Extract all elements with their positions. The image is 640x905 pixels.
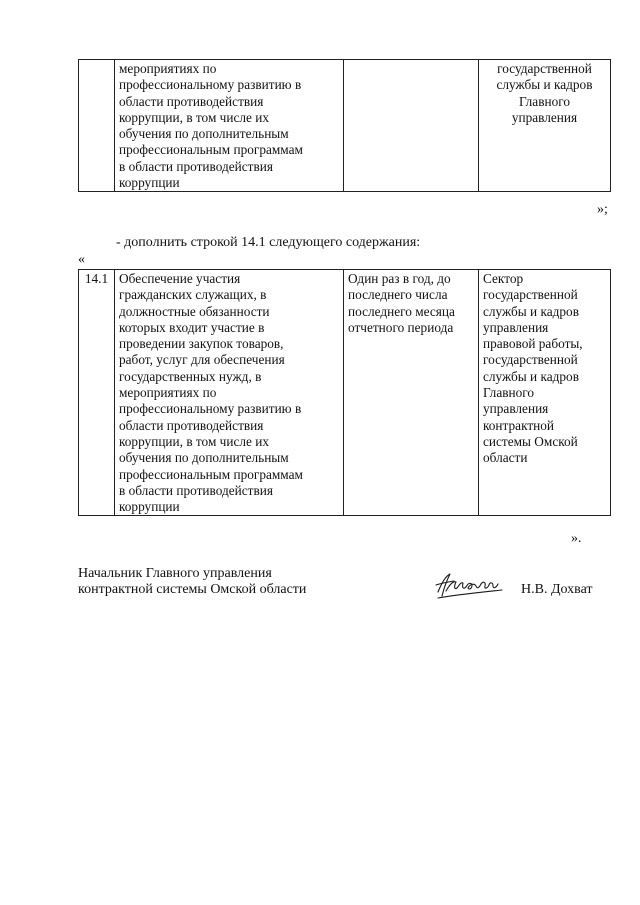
measure-line: области противодействия bbox=[119, 93, 264, 109]
measure-line: профессиональному развитию в bbox=[119, 401, 302, 417]
measure-line: профессиональным программам bbox=[119, 466, 303, 482]
responsible-cell bbox=[479, 270, 611, 516]
amendment-intro-line: - дополнить строкой 14.1 следующего содержания: bbox=[116, 235, 421, 250]
responsible-line: управления bbox=[511, 109, 578, 125]
measure-line: профессиональным программам bbox=[119, 142, 303, 158]
table-row bbox=[79, 60, 611, 192]
period-line: Один раз в год, до bbox=[348, 271, 451, 286]
responsible-line: государственной bbox=[483, 287, 578, 303]
period-cell bbox=[344, 60, 479, 192]
period-line: отчетного периода bbox=[348, 319, 454, 335]
responsible-line: Сектор bbox=[483, 271, 524, 286]
measure-line: проведении закупок товаров, bbox=[119, 336, 284, 352]
measure-line: обучения по дополнительным bbox=[119, 126, 289, 142]
measure-line: государственных нужд, в bbox=[119, 368, 262, 384]
measure-line: Обеспечение участия bbox=[119, 271, 241, 286]
responsible-cell bbox=[479, 60, 611, 192]
measure-cell bbox=[115, 270, 344, 516]
signatory-position-line-1: Начальник Главного управления bbox=[78, 566, 272, 581]
measure-line: мероприятиях по bbox=[119, 61, 217, 76]
measure-line: гражданских служащих, в bbox=[119, 287, 267, 303]
responsible-line: управления bbox=[483, 319, 549, 335]
table-row bbox=[79, 270, 611, 516]
responsible-line: государственной bbox=[483, 352, 578, 368]
responsible-line: Главного bbox=[518, 93, 571, 109]
closing-quote-mark: »; bbox=[597, 202, 608, 217]
responsible-line: государственной bbox=[497, 61, 592, 76]
signatory-name: Н.В. Дохват bbox=[521, 582, 593, 597]
measure-line: обучения по дополнительным bbox=[119, 450, 289, 466]
measure-line: области противодействия bbox=[119, 417, 264, 433]
opening-quote-mark: « bbox=[78, 252, 85, 267]
row-number-cell bbox=[79, 60, 115, 192]
responsible-line: области bbox=[483, 450, 528, 466]
measure-line: профессиональному развитию в bbox=[119, 77, 302, 93]
measure-line: работ, услуг для обеспечения bbox=[119, 352, 285, 368]
responsible-line: Главного bbox=[483, 385, 535, 401]
responsible-line: контрактной bbox=[483, 417, 555, 433]
measure-line: коррупции, в том числе их bbox=[119, 433, 270, 449]
signatory-position-line-2: контрактной системы Омской области bbox=[78, 582, 307, 597]
row-number-cell: 14.1 bbox=[79, 270, 115, 516]
measure-line: которых входит участие в bbox=[119, 319, 265, 335]
responsible-line: правовой работы, bbox=[483, 336, 583, 352]
responsible-line: системы Омской bbox=[483, 433, 578, 449]
period-line: последнего месяца bbox=[348, 303, 455, 319]
measure-line: мероприятиях по bbox=[119, 385, 217, 401]
responsible-line: службы и кадров bbox=[483, 368, 579, 384]
measure-cell bbox=[115, 60, 344, 192]
responsible-line: службы и кадров bbox=[496, 77, 593, 93]
closing-quote-mark: ». bbox=[571, 531, 582, 546]
measure-line: должностные обязанности bbox=[119, 303, 270, 319]
measure-line: коррупции bbox=[119, 175, 180, 191]
table-continuation bbox=[78, 59, 611, 192]
measure-line: в области противодействия bbox=[119, 482, 273, 498]
period-cell bbox=[344, 270, 479, 516]
measure-line: коррупции, в том числе их bbox=[119, 109, 270, 125]
handwritten-signature-icon bbox=[432, 568, 506, 604]
responsible-line: управления bbox=[483, 401, 549, 417]
measure-line: коррупции bbox=[119, 499, 180, 515]
period-line: последнего числа bbox=[348, 287, 448, 303]
responsible-line: службы и кадров bbox=[483, 303, 579, 319]
measure-line: в области противодействия bbox=[119, 158, 273, 174]
table-new-row bbox=[78, 269, 611, 516]
